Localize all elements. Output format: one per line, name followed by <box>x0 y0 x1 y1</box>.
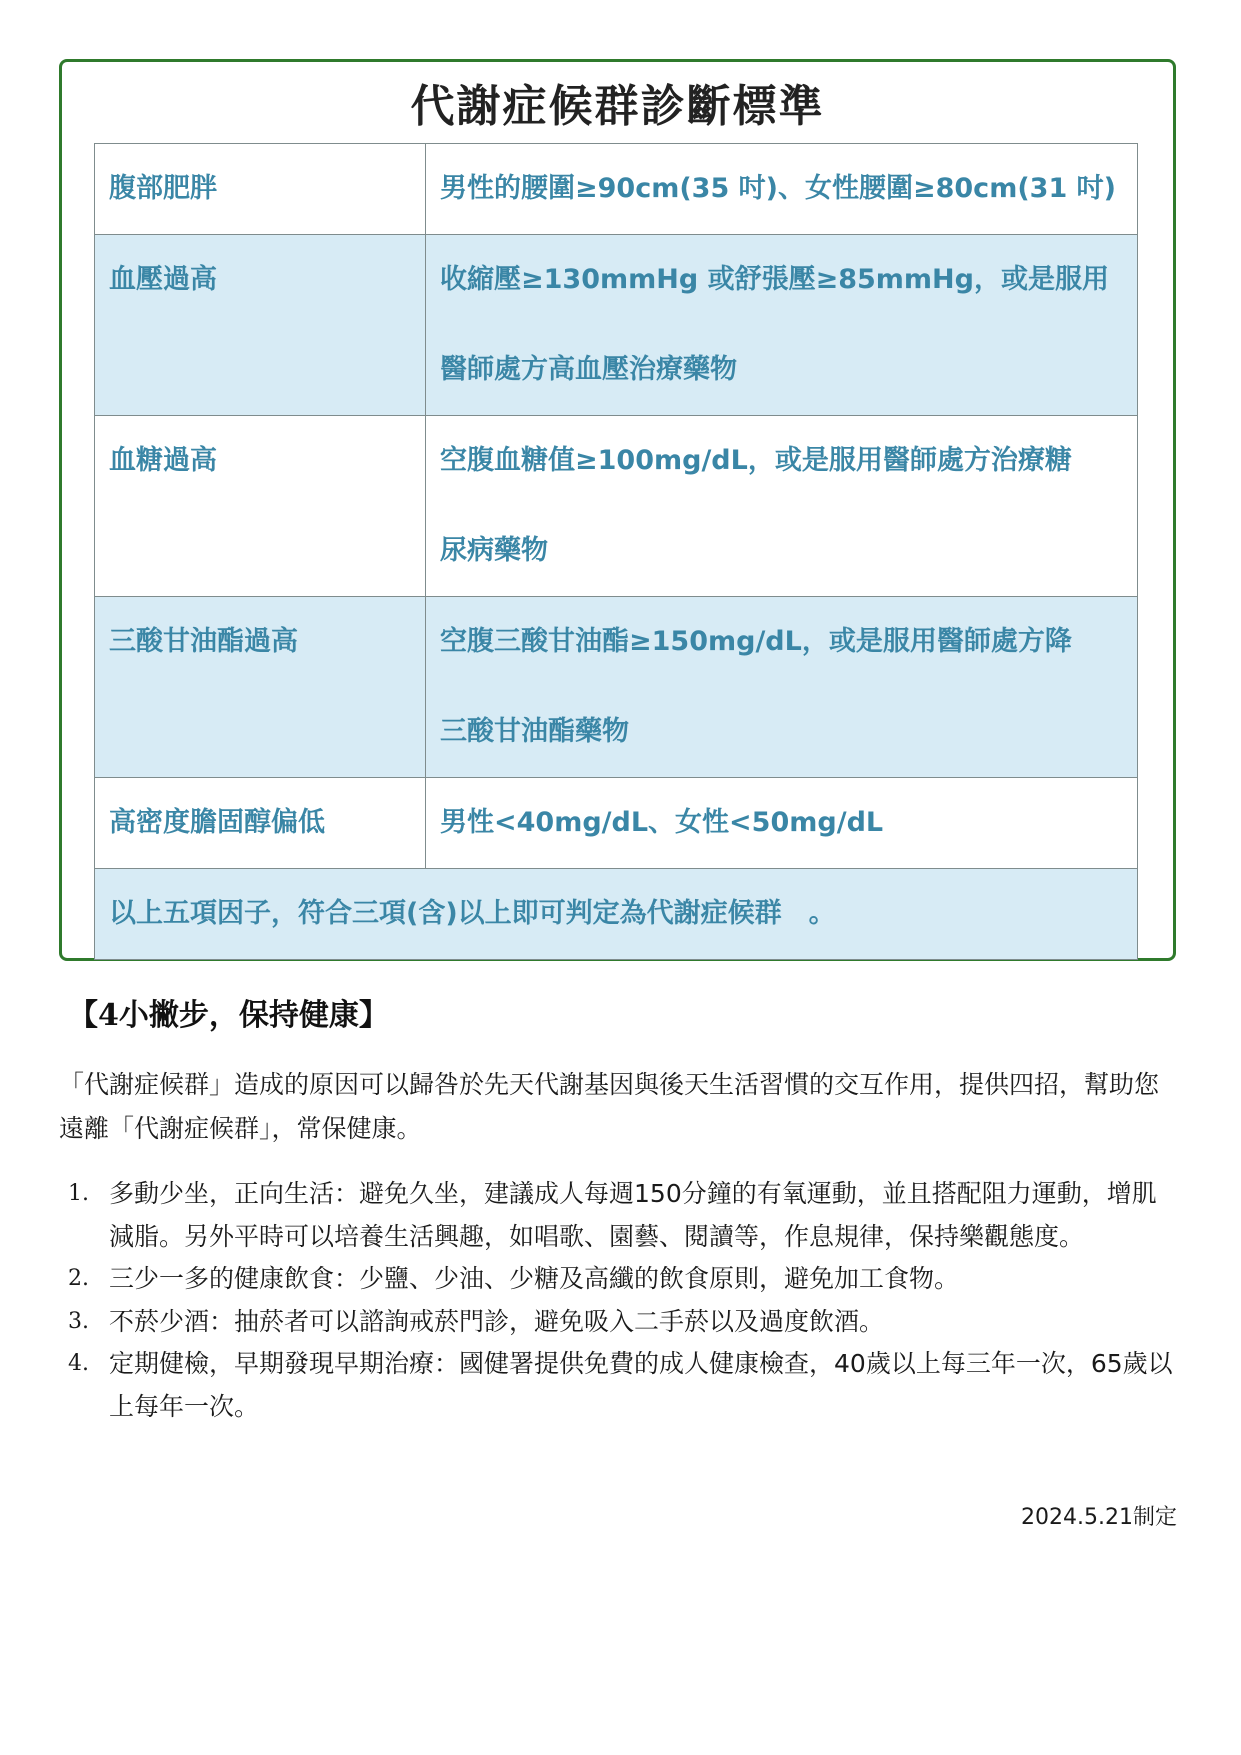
criteria-title: 代謝症候群診斷標準 <box>410 81 825 132</box>
criterion-cell: 男性的腰圍≥90cm(35 吋)、女性腰圍≥80cm(31 吋) <box>426 144 1138 235</box>
list-item <box>59 1301 1179 1344</box>
factor-cell: 血壓過高 <box>95 235 426 416</box>
tip-text: 三少一多的健康飲食：少鹽、少油、少糖及高纖的飲食原則，避免加工食物。 <box>109 1264 960 1293</box>
list-item <box>59 1173 1179 1258</box>
factor-cell: 高密度膽固醇偏低 <box>95 778 426 869</box>
criterion-cell: 男性<40mg/dL、女性<50mg/dL <box>426 778 1138 869</box>
list-item <box>59 1343 1179 1428</box>
list-number: 1. <box>68 1181 89 1206</box>
table-row <box>95 778 1138 869</box>
table-row <box>95 144 1138 235</box>
list-number: 3. <box>68 1308 89 1334</box>
table-row <box>95 597 1138 778</box>
list-number: 4. <box>68 1351 89 1376</box>
criterion-cell: 空腹血糖值≥100mg/dL，或是服用醫師處方治療糖 尿病藥物 <box>426 416 1138 597</box>
tip-text: 定期健檢，早期發現早期治療：國健署提供免費的成人健康檢查，40歲以上每三年一次，65歲以上每年一次。 <box>109 1349 1173 1421</box>
intro-paragraph: 「代謝症候群」造成的原因可以歸咎於先天代謝基因與後天生活習慣的交互作用，提供四招，幫助您遠離「代謝症候群」，常保健康。 <box>59 1070 1160 1143</box>
criteria-panel <box>59 59 1176 961</box>
date-note: 2024.5.21制定 <box>1021 1505 1177 1530</box>
criterion-cell: 空腹三酸甘油酯≥150mg/dL，或是服用醫師處方降 三酸甘油酯藥物 <box>426 597 1138 778</box>
table-row <box>95 869 1138 960</box>
list-item <box>59 1258 1179 1301</box>
factor-cell: 血糖過高 <box>95 416 426 597</box>
tips-list <box>59 1173 1179 1428</box>
table-row <box>95 235 1138 416</box>
factor-cell: 三酸甘油酯過高 <box>95 597 426 778</box>
tip-text: 多動少坐，正向生活：避免久坐，建議成人每週150分鐘的有氧運動，並且搭配阻力運動，增肌減脂。另外平時可以培養生活興趣，如唱歌、園藝、閱讀等，作息規律，保持樂觀態度。 <box>109 1179 1157 1251</box>
list-number: 2. <box>68 1266 89 1291</box>
factor-cell: 腹部肥胖 <box>95 144 426 235</box>
summary-cell: 以上五項因子，符合三項(含)以上即可判定為代謝症候群 。 <box>95 869 1138 960</box>
criterion-cell: 收縮壓≥130mmHg 或舒張壓≥85mmHg，或是服用 醫師處方高血壓治療藥物 <box>426 235 1138 416</box>
table-row <box>95 416 1138 597</box>
tip-text: 不菸少酒：抽菸者可以諮詢戒菸門診，避免吸入二手菸以及過度飲酒。 <box>109 1306 885 1336</box>
criteria-table <box>94 143 1138 960</box>
section-heading: 【4小撇步，保持健康】 <box>68 998 389 1033</box>
